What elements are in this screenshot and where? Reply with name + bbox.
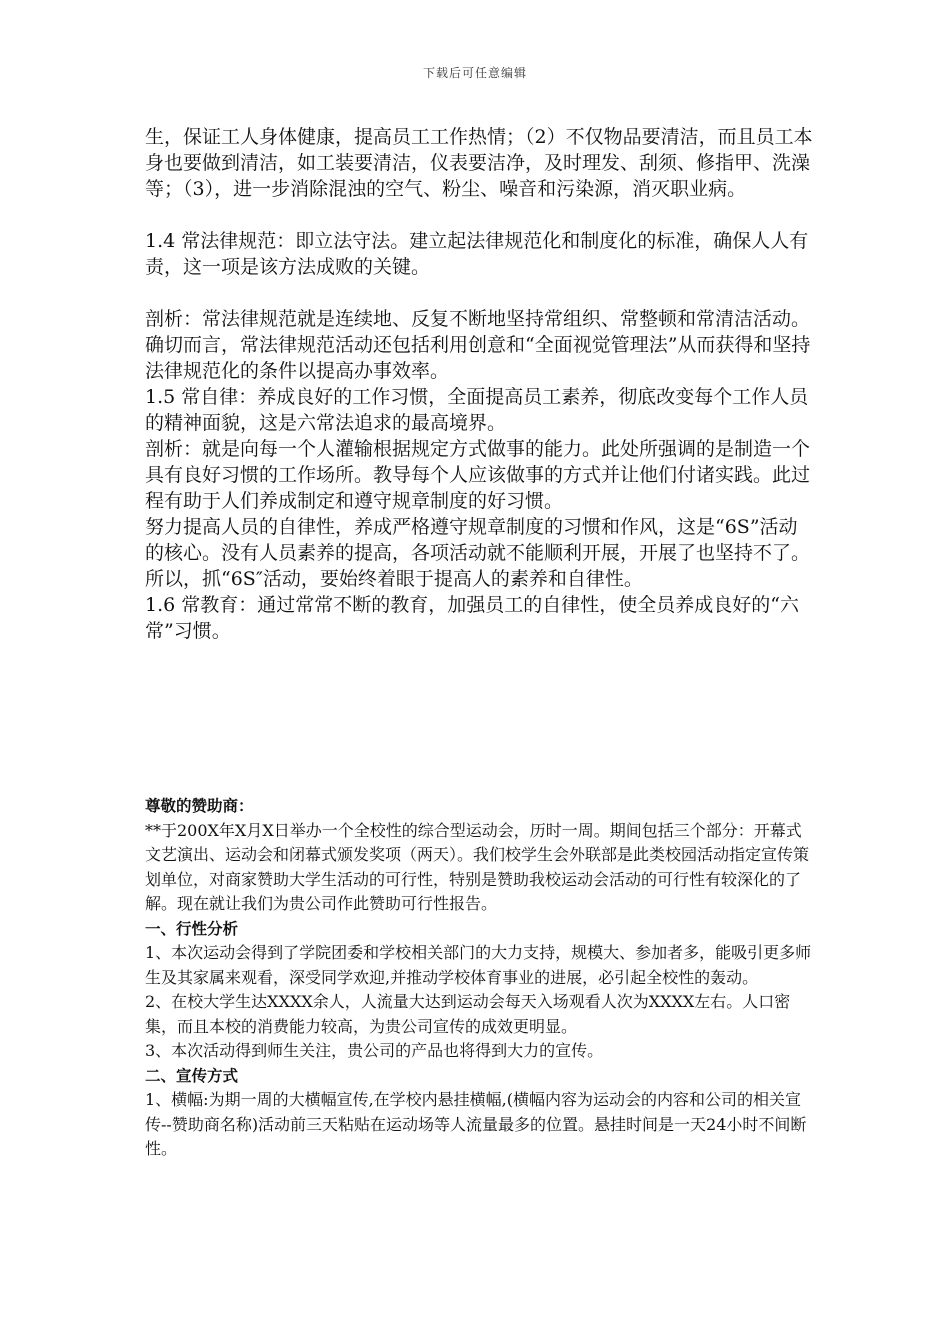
paragraph-1-4: 1.4 常法律规范：即立法守法。建立起法律规范化和制度化的标准，确保人人有责，这一项是该方法成败的关键。 <box>145 230 809 278</box>
list-item-2: 2、在校大学生达XXXX余人，人流量大达到运动会每天入场观看人次为XXXX左右。人口密集，而且本校的消费能力较高，为贵公司宣传的成效更明显。 <box>145 992 791 1036</box>
heading-promotion: 二、宣传方式 <box>145 1066 239 1085</box>
salutation: 尊敬的赞助商： <box>145 797 254 815</box>
paragraph-1-5: 1.5 常自律：养成良好的工作习惯，全面提高员工素养，彻底改变每个工作人员的精神面貌，这是六常法追求的最高境界。 <box>145 386 809 434</box>
list-item-1: 1、本次运动会得到了学院团委和学校相关部门的大力支持，规模大、参加者多，能吸引更多师生及其家属来观看，深受同学欢迎,并推动学校体育事业的进展，必引起全校性的轰动。 <box>145 943 812 987</box>
sponsor-intro: **于200X年X月X日举办一个全校性的综合型运动会，历时一周。期间包括三个部分：开幕式文艺演出、运动会和闭幕式颁发奖项（两天）。我们校学生会外联部是此类校园活动指定宣传策划单位，对商家赞助大学生活动的可行性，特别是赞助我校运动会活动的可行性有较深化的了解。现在就让我们为贵公司作此赞助可行性报告。 <box>145 820 810 913</box>
paragraph-gap <box>145 202 815 228</box>
paragraph-gap <box>145 280 815 306</box>
list-item-3: 3、本次活动得到师生关注，贵公司的产品也将得到大力的宣传。 <box>145 1041 604 1060</box>
document-section-sponsor <box>145 794 815 1162</box>
paragraph-intro: 生，保证工人身体健康，提高员工工作热情；（2）不仅物品要清洁，而且员工本身也要做到清洁，如工装要清洁，仪表要洁净，及时理发、刮须、修指甲、洗澡等；（3），进一步消除混浊的空气、粉尘、噪音和污染源，消灭职业病。 <box>145 126 813 200</box>
page-header: 下载后可任意编辑 <box>422 66 527 80</box>
paragraph-1-6: 1.6 常教育：通过常常不断的教育，加强员工的自律性，使全员养成良好的“六常”习惯。 <box>145 594 799 642</box>
paragraph-analysis-1: 剖析：常法律规范就是连续地、反复不断地坚持常组织、常整顿和常清洁活动。确切而言，常法律规范活动还包括利用创意和“全面视觉管理法”从而获得和坚持法律规范化的条件以提高办事效率。 <box>145 308 811 382</box>
list-item-banner: 1、横幅:为期一周的大横幅宣传,在学校内悬挂横幅,(横幅内容为运动会的内容和公司的相关宣传--赞助商名称)活动前三天粘贴在运动场等人流量最多的位置。悬挂时间是一天24小时不间断性。 <box>145 1090 807 1158</box>
document-section-six-s <box>145 124 815 644</box>
paragraph-analysis-2: 剖析：就是向每一个人灌输根据规定方式做事的能力。此处所强调的是制造一个具有良好习惯的工作场所。教导每个人应该做事的方式并让他们付诸实践。此过程有助于人们养成制定和遵守规章制度的好习惯。 <box>145 438 811 512</box>
heading-feasibility: 一、行性分析 <box>145 919 239 938</box>
paragraph-effort: 努力提高人员的自律性，养成严格遵守规章制度的习惯和作风，这是“6S”活动的核心。没有人员素养的提高，各项活动就不能顺利开展，开展了也坚持不了。所以，抓“6S″活动，要始终着眼于提高人的素养和自律性。 <box>145 516 811 590</box>
